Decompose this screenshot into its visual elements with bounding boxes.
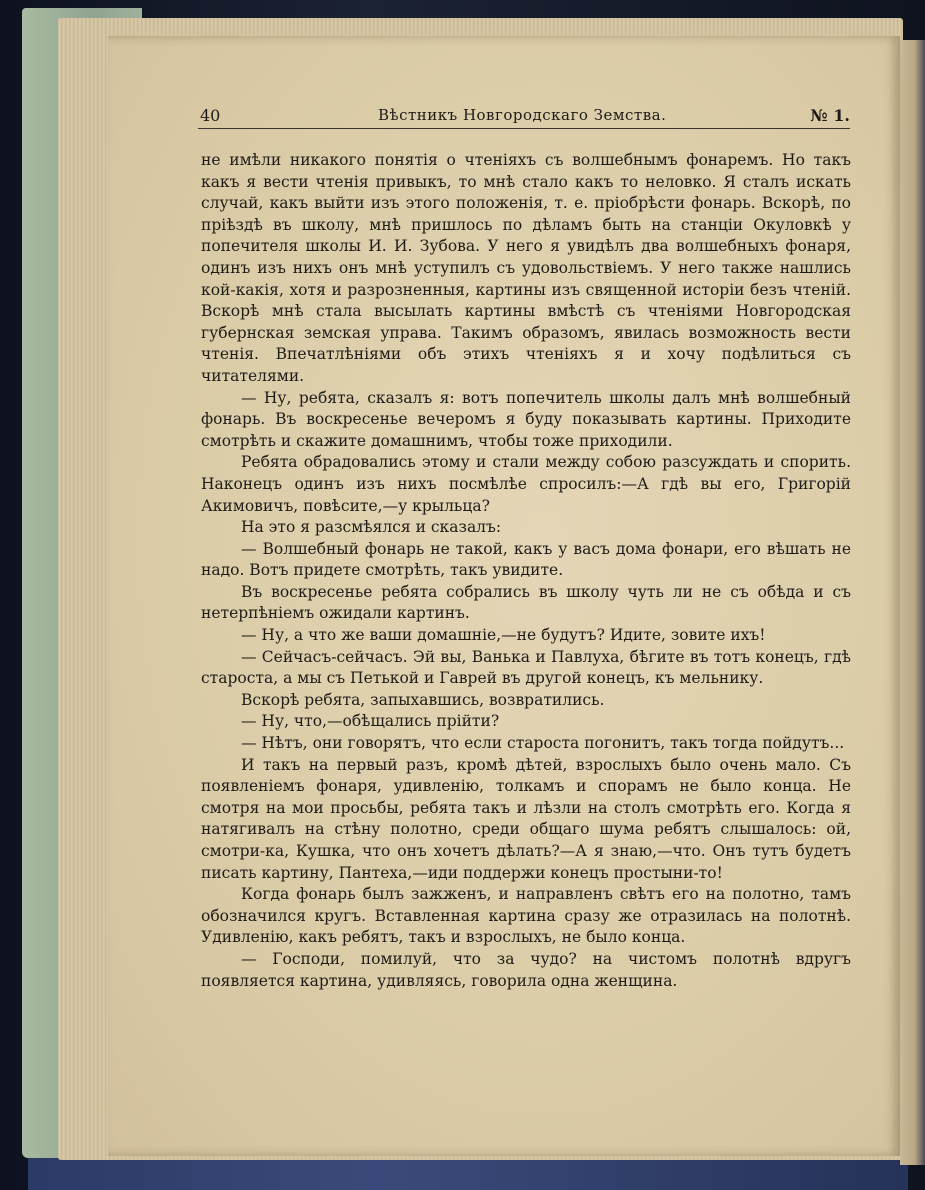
paragraph: — Сейчасъ-сейчасъ. Эй вы, Ванька и Павлуха, бѣгите въ тотъ конецъ, гдѣ староста, а мы съ Петькой и Гаврей въ другой конецъ, къ мельнику. bbox=[201, 647, 851, 688]
paragraph: — Волшебный фонарь не такой, какъ у васъ дома фонари, его вѣшать не надо. Вотъ придете смотрѣть, такъ увидите. bbox=[201, 539, 851, 580]
journal-title: Вѣстникъ Новгородскаго Земства. bbox=[378, 106, 667, 124]
paragraph: На это я разсмѣялся и сказалъ: bbox=[241, 518, 502, 537]
paragraph: И такъ на первый разъ, кромѣ дѣтей, взрослыхъ было очень мало. Съ появленіемъ фонаря, удивленію, толкамъ и спорамъ не было конца. Не смотря на мои просьбы, ребята такъ и лѣзли на столъ смотрѣть его. Когда я натягивалъ на стѣну полотно, среди общаго шума ребятъ слышалось: ой, смотри-ка, Кушка, что онъ хочетъ дѣлать?—А я знаю,—что. Онъ тутъ будетъ писать картину, Пантеха,—иди поддержи конецъ простыни-то! bbox=[201, 755, 851, 882]
issue-number: № 1. bbox=[810, 106, 850, 125]
paragraph: Когда фонарь былъ зажженъ, и направленъ свѣтъ его на полотно, тамъ обозначился кругъ. Вставленная картина сразу же отразилась на полотнѣ. Удивленію, какъ ребятъ, такъ и взрослыхъ, не было конца. bbox=[201, 885, 851, 947]
paragraph: Вскорѣ ребята, запыхавшись, возвратились. bbox=[241, 690, 605, 709]
paragraph: — Господи, помилуй, что за чудо? на чистомъ полотнѣ вдругъ появляется картина, удивляясь, говорила одна женщина. bbox=[201, 949, 851, 990]
paragraph: Ребята обрадовались этому и стали между собою разсуждать и спорить. Наконецъ одинъ изъ нихъ посмѣлѣе спросилъ:—А гдѣ вы его, Григорій Акимовичъ, повѣсите,—у крыльца? bbox=[201, 453, 851, 515]
paragraph: — Ну, а что же ваши домашніе,—не будутъ? Идите, зовите ихъ! bbox=[241, 626, 766, 645]
paragraph: Въ воскресенье ребята собрались въ школу чуть ли не съ обѣда и съ нетерпѣніемъ ожидали картинъ. bbox=[201, 582, 851, 623]
paragraph: не имѣли никакого понятія о чтеніяхъ съ волшебнымъ фонаремъ. Но такъ какъ я вести чтенія привыкъ, то мнѣ стало какъ то неловко. Я сталъ искать случай, какъ выйти изъ этого положенія, т. е. пріобрѣсти фонарь. Вскорѣ, по пріѣздѣ въ школу, мнѣ пришлось по дѣламъ быть на станціи Окуловкѣ у попечителя школы И. И. Зубова. У него я увидѣлъ два волшебныхъ фонаря, одинъ изъ нихъ онъ мнѣ уступилъ съ удовольствіемъ. У него также нашлись кой-какія, хотя и разрозненныя, картины изъ священной исторіи безъ чтеній. Вскорѣ мнѣ стала высылать картины вмѣстѣ съ чтеніями Новгородская губернская земская управа. Такимъ образомъ, явилась возможность вести чтенія. Впечатлѣніями объ этихъ чтеніяхъ я и хочу подѣлиться съ читателями. bbox=[201, 151, 851, 385]
body-text bbox=[201, 150, 851, 992]
page-number: 40 bbox=[200, 106, 221, 125]
running-header bbox=[198, 104, 854, 130]
paragraph: — Ну, ребята, сказалъ я: вотъ попечитель школы далъ мнѣ волшебный фонарь. Въ воскресенье вечеромъ я буду показывать картины. Приходите смотрѣть и скажите домашнимъ, чтобы тоже приходили. bbox=[201, 388, 851, 450]
paragraph: — Ну, что,—обѣщались прійти? bbox=[241, 712, 500, 731]
facing-page-edge bbox=[900, 40, 925, 1165]
paragraph: — Нѣтъ, они говорятъ, что если староста погонитъ, такъ тогда пойдутъ... bbox=[241, 734, 845, 753]
header-rule bbox=[198, 128, 850, 129]
